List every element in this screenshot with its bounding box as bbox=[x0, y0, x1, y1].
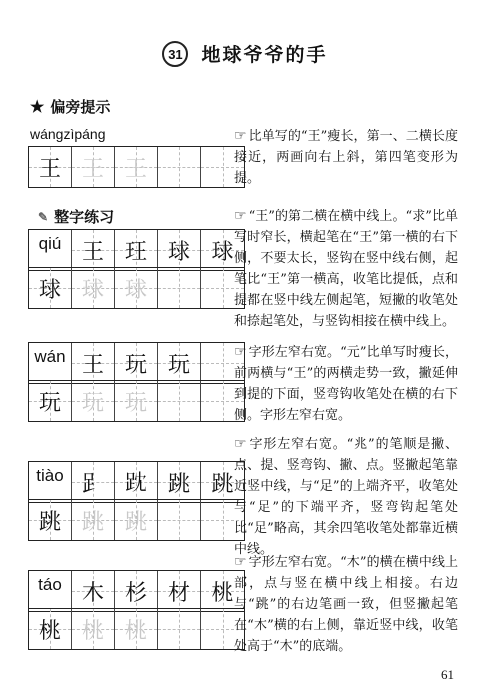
stroke-step-cell: 玩 bbox=[115, 343, 158, 383]
trace-char-cell: 桃 bbox=[72, 609, 115, 649]
blank-practice-cell bbox=[158, 268, 201, 308]
stroke-step-cell: 球 bbox=[201, 230, 244, 270]
stroke-step-cell: 跳 bbox=[201, 462, 244, 502]
blank-practice-cell bbox=[158, 609, 201, 649]
blank-practice-cell bbox=[158, 381, 201, 421]
model-char-cell: 球 bbox=[29, 268, 72, 308]
note-qiu: ☞ “王”的第二横在横中线上。“求”比单写时窄长，横起笔在“王”第一横的右下侧，不要太长，竖钩在竖中线右侧，起笔比“王”第一横高，收笔比提低，点和提都在竖中线左侧起笔，短撇的收笔处和捺起笔处，与竖钩相接在横中线上。 bbox=[234, 208, 458, 329]
radical-section-heading bbox=[30, 96, 110, 117]
stroke-step-cell: 王 bbox=[72, 230, 115, 270]
char-step-row bbox=[28, 570, 245, 612]
practice-section-heading bbox=[38, 206, 114, 227]
char-practice-row bbox=[28, 380, 245, 422]
blank-practice-cell bbox=[158, 500, 201, 540]
pointing-hand-icon: ☞ bbox=[234, 208, 247, 224]
model-char-cell: 跳 bbox=[29, 500, 72, 540]
radical-trace-cell: 王 bbox=[72, 147, 115, 187]
radical-trace-cell: 王 bbox=[115, 147, 158, 187]
trace-char-cell: 玩 bbox=[72, 381, 115, 421]
model-char-cell: 玩 bbox=[29, 381, 72, 421]
stroke-step-cell: 球 bbox=[158, 230, 201, 270]
pencil-icon: ✎ bbox=[38, 209, 49, 224]
star-icon: ★ bbox=[30, 98, 45, 116]
lesson-title bbox=[0, 40, 490, 74]
lesson-number-badge: 31 bbox=[162, 41, 188, 67]
trace-char-cell: 球 bbox=[72, 268, 115, 308]
stroke-step-cell: 木 bbox=[72, 571, 115, 611]
char-step-row bbox=[28, 342, 245, 384]
note-tiao: ☞ 字形左窄右宽。“兆”的笔顺是撇、点、提、竖弯钩、撇、点。竖撇起笔靠近竖中线，与“足”的上端齐平，收笔处与“足”的下端平齐，竖弯钩起笔处比“足”略高，其余四笔收笔处都靠近横中线。 bbox=[234, 436, 458, 557]
pointing-hand-icon: ☞ bbox=[234, 128, 247, 144]
pinyin-cell: wán bbox=[29, 343, 72, 383]
stroke-step-cell: 跳 bbox=[158, 462, 201, 502]
stroke-step-cell: 杉 bbox=[115, 571, 158, 611]
note-tao: ☞ 字形左窄右宽。“木”的横在横中线上部，点与竖在横中线上相接。右边与“跳”的右边笔画一致，但竖撇起笔在“木”横的右上侧，靠近竖中线，收笔处高于“木”的底端。 bbox=[234, 554, 458, 654]
pointing-hand-icon: ☞ bbox=[234, 436, 247, 452]
stroke-step-cell: 王 bbox=[72, 343, 115, 383]
page-number: 61 bbox=[441, 667, 454, 682]
pinyin-cell: qiú bbox=[29, 230, 72, 270]
trace-char-cell: 玩 bbox=[115, 381, 158, 421]
note-wan: ☞ 字形左窄右宽。“元”比单写时瘦长，前两横与“王”的两横走势一致，撇延伸到提的下面，竖弯钩收笔处在横的右下侧。字形左窄右宽。 bbox=[234, 344, 458, 423]
pinyin-cell: táo bbox=[29, 571, 72, 611]
trace-char-cell: 桃 bbox=[115, 609, 158, 649]
char-practice-row bbox=[28, 499, 245, 541]
stroke-step-cell: 玨 bbox=[115, 230, 158, 270]
stroke-step-cell: 玩 bbox=[158, 343, 201, 383]
radical-empty-cell bbox=[158, 147, 201, 187]
trace-char-cell: 球 bbox=[115, 268, 158, 308]
stroke-step-cell: 桃 bbox=[201, 571, 244, 611]
model-char-cell: 桃 bbox=[29, 609, 72, 649]
pinyin-cell: tiào bbox=[29, 462, 72, 502]
radical-grid bbox=[28, 146, 245, 188]
pointing-hand-icon: ☞ bbox=[234, 344, 247, 360]
char-step-row bbox=[28, 229, 245, 271]
stroke-step-cell: 𧿒 bbox=[115, 462, 158, 502]
char-step-row bbox=[28, 461, 245, 503]
radical-pinyin: wángzìpáng bbox=[30, 126, 106, 142]
stroke-step-cell: 𧾷 bbox=[72, 462, 115, 502]
char-practice-row bbox=[28, 267, 245, 309]
char-practice-row bbox=[28, 608, 245, 650]
note-radical: ☞ 比单写的“王”瘦长，第一、二横长度接近，两画向右上斜，第四笔变形为提。 bbox=[234, 128, 458, 186]
lesson-title-text: 地球爷爷的手 bbox=[201, 44, 328, 66]
pointing-hand-icon: ☞ bbox=[234, 554, 247, 570]
stroke-step-cell: 材 bbox=[158, 571, 201, 611]
trace-char-cell: 跳 bbox=[115, 500, 158, 540]
trace-char-cell: 跳 bbox=[72, 500, 115, 540]
practice-heading-text: 整字练习 bbox=[54, 209, 115, 226]
radical-heading-text: 偏旁提示 bbox=[50, 99, 111, 116]
radical-cell: 王 bbox=[29, 147, 72, 187]
